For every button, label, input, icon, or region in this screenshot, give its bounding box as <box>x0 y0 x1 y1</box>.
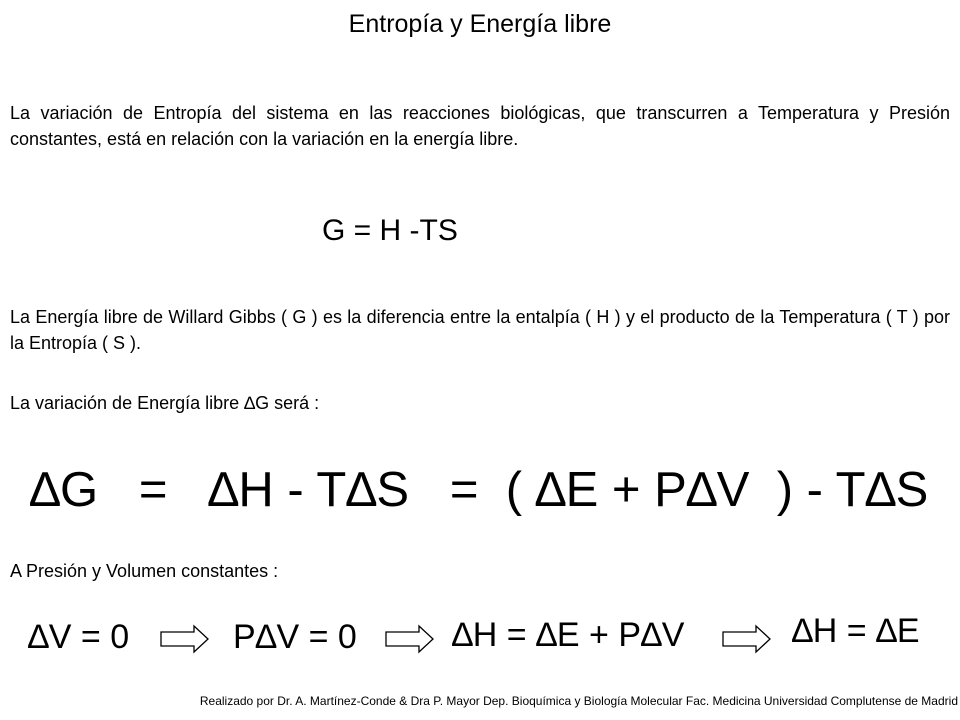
constant-conditions-label: A Presión y Volumen constantes : <box>10 561 279 581</box>
right-arrow-icon <box>385 624 435 654</box>
intro-paragraph: La variación de Entropía del sistema en las reacciones biológicas, que transcurren a Temperatura y Presión constantes, está en relación con la variación en la energía libre. <box>10 103 950 149</box>
gibbs-definition-paragraph: La Energía libre de Willard Gibbs ( G ) es la diferencia entre la entalpía ( H ) y el producto de la Temperatura ( T ) por la Entropía ( S ). <box>10 307 950 353</box>
right-arrow-icon <box>722 624 772 654</box>
delta-g-intro: La variación de Energía libre ∆G será : <box>10 393 320 413</box>
slide-title: Entropía y Energía libre <box>348 10 612 38</box>
chain-step-p-delta-v: P∆V = 0 <box>233 618 357 656</box>
gibbs-formula: G = H -TS <box>322 214 458 247</box>
right-arrow-icon <box>160 624 210 654</box>
chain-step-delta-v: ∆V = 0 <box>28 618 130 656</box>
footer-credits: Realizado por Dr. A. Martínez-Conde & Dra P. Mayor Dep. Bioquímica y Biología Molecular Fac. Medicina Universidad Complutense de Madrid <box>199 694 958 708</box>
chain-step-delta-h-equals-delta-e: ∆H = ∆E <box>792 612 920 650</box>
chain-step-delta-h-sum: ∆H = ∆E + P∆V <box>452 616 685 654</box>
delta-g-formula: ∆G = ∆H - T∆S = ( ∆E + P∆V ) - T∆S <box>30 463 929 517</box>
